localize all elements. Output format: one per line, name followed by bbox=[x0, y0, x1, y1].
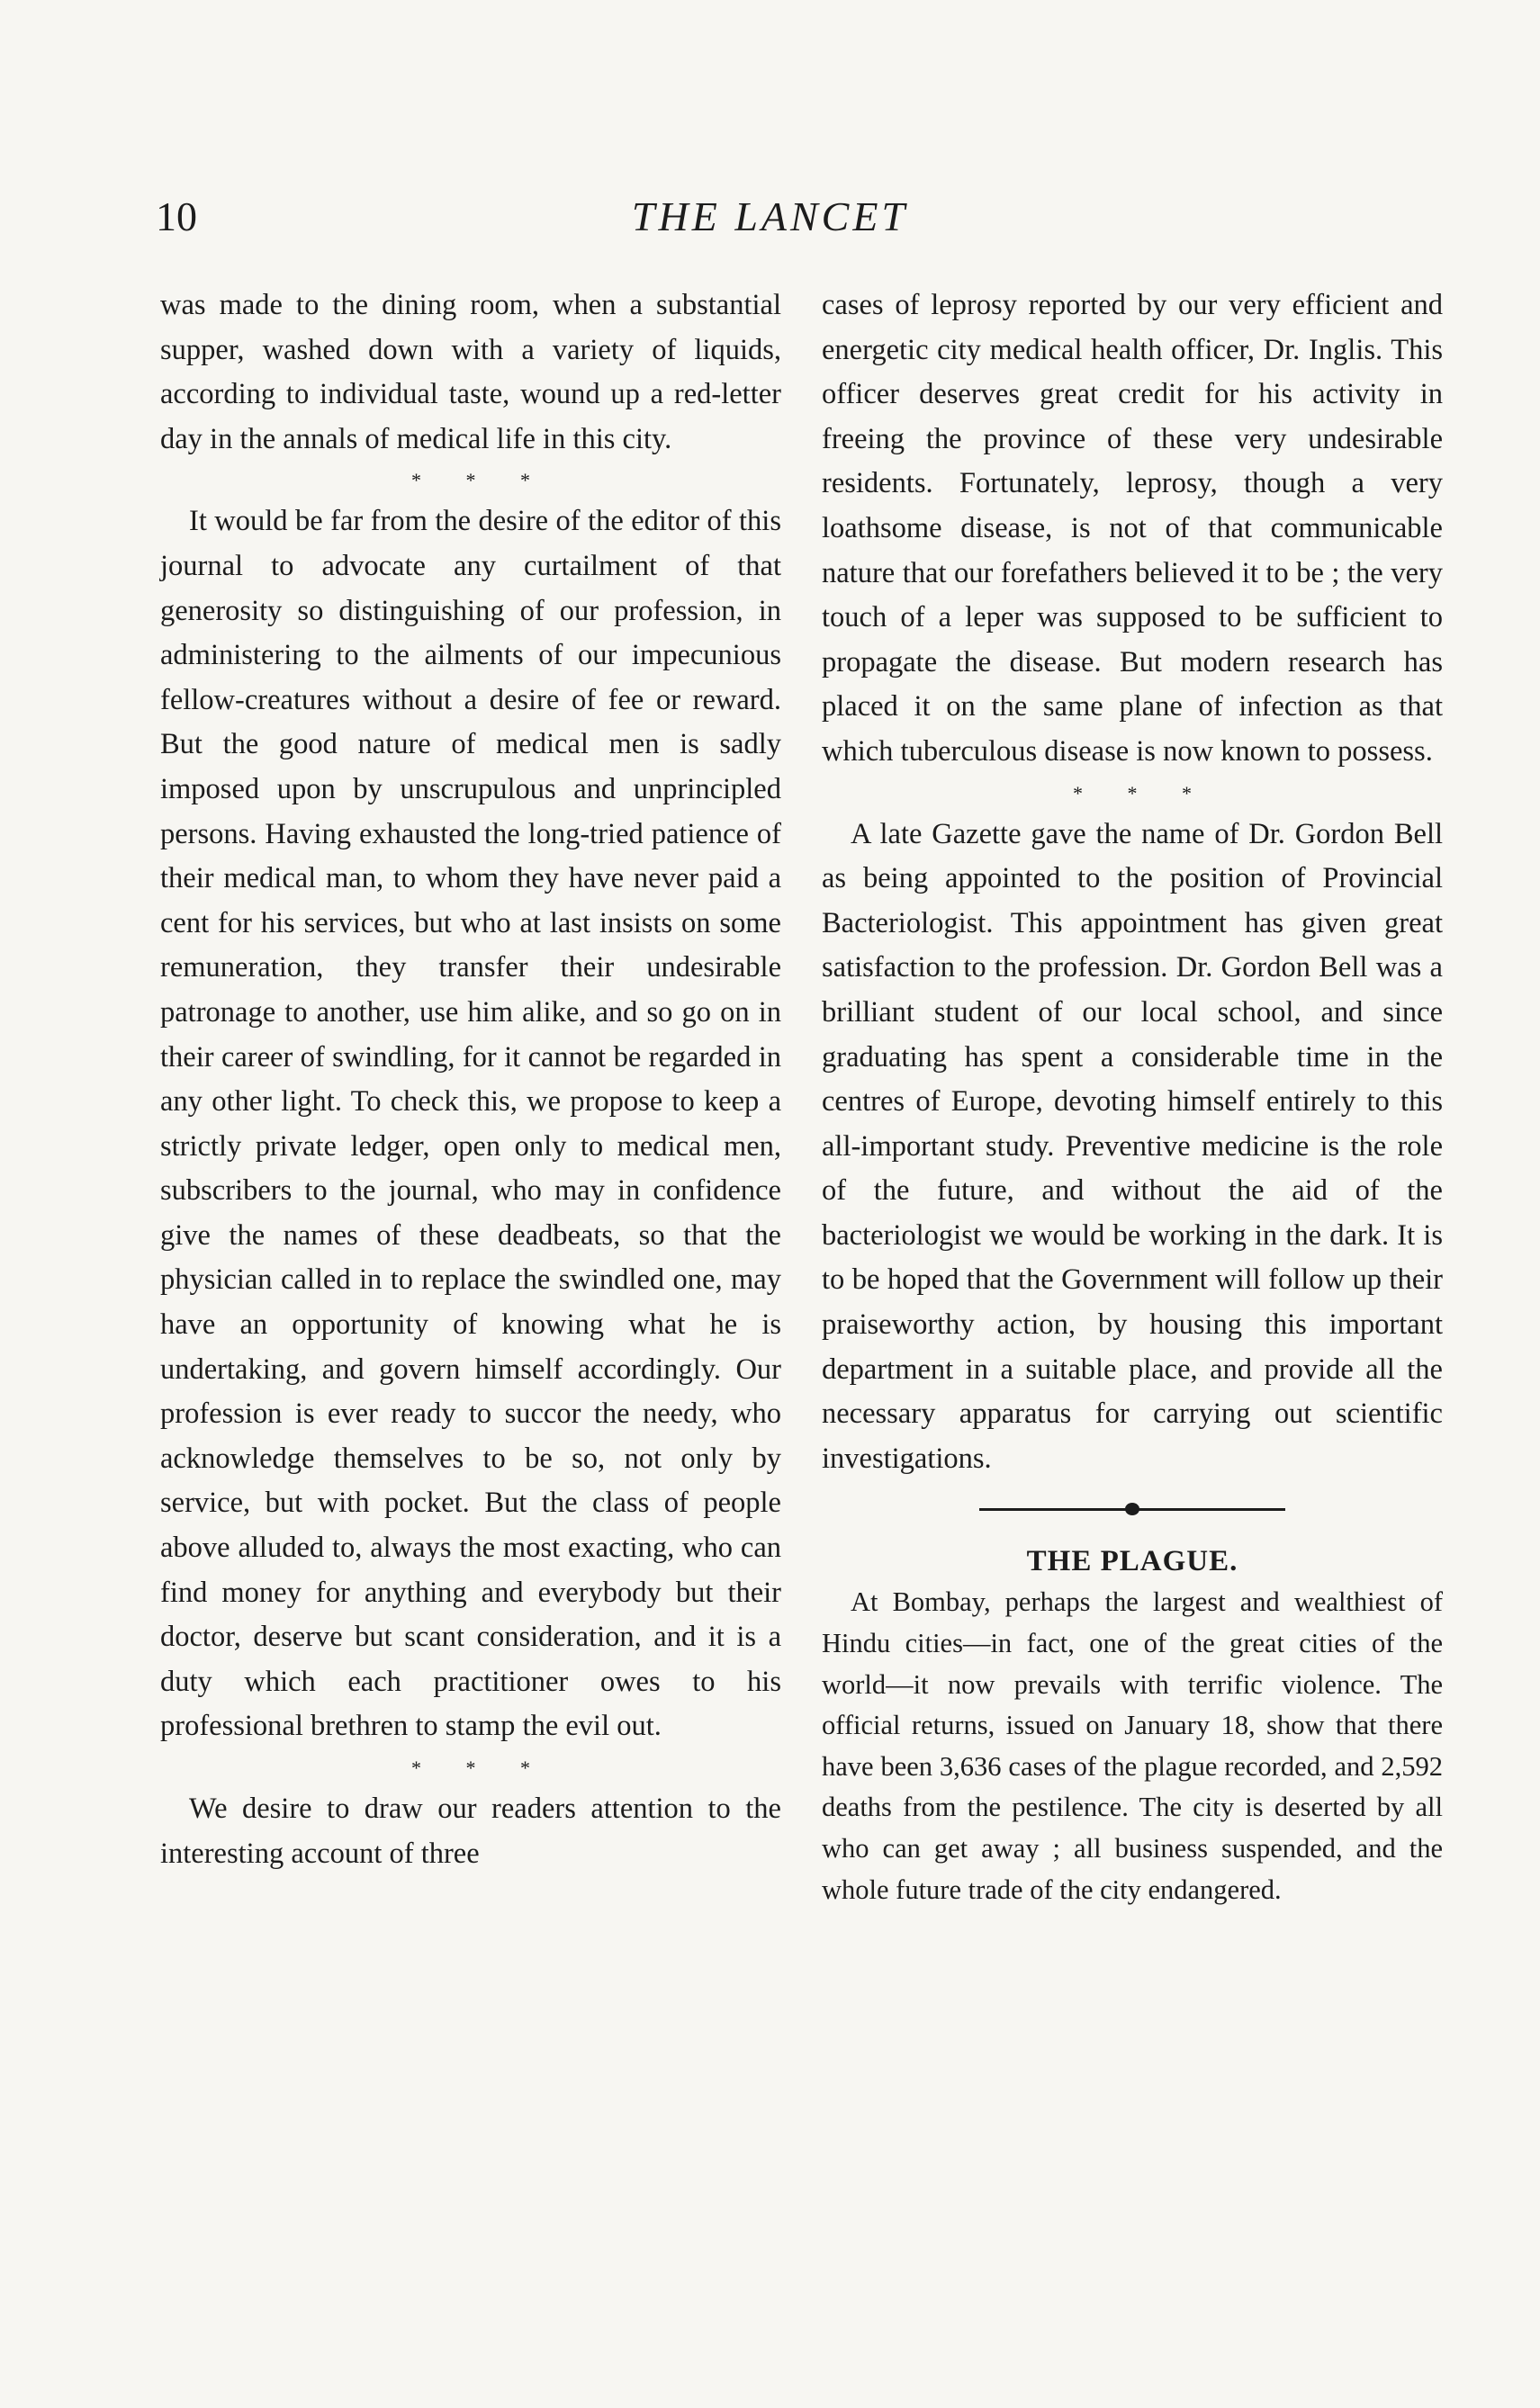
section-rule bbox=[822, 1481, 1443, 1541]
paragraph-dinner: was made to the dining room, when a substantial supper, washed down with a variety of liquids, according to individual taste, wound up a red-letter day in the annals of medical life in this city. bbox=[160, 289, 781, 455]
paragraph-deadbeats: It would be far from the desire of the editor of this journal to advocate any curtailment of that generosity so distinguishing of our profession, in administering to the ailments of our impecunious fellow-creatures without a desire of fee or reward. But the good nature of medical men is sadly imposed upon by unscrupulous and unprincipled persons. Having exhausted the long-tried patience of their medical man, to whom they have never paid a cent for his services, but who at last insists on some remuneration, they transfer their undesirable patronage to another, use him alike, and so go on in their career of swindling, for it cannot be regarded in any other light. To check this, we propose to keep a strictly private ledger, open only to medical men, subscribers to the journal, who may in confidence give the names of these deadbeats, so that the physician called in to replace the swindled one, may have an opportunity of knowing what he is undertaking, and govern himself accordingly. Our profession is ever ready to succor the needy, who acknowledge themselves to be so, not only by service, but with pocket. But the class of people above alluded to, always the most exacting, who can find money for anything and everybody but their doctor, deserve but scant consideration, and it is a duty which each practitioner owes to his professional brethren to stamp the evil out. bbox=[160, 505, 781, 1743]
paragraph-leprosy: cases of leprosy reported by our very efficient and energetic city medical health officer, Dr. Inglis. This officer deserves great credit for his activity in freeing the province of these very undesirable residents. Fortunately, leprosy, though a very loathsome disease, is not of that communicable nature that our forefathers believed it to be ; the very touch of a leper was supposed to be sufficient to propagate the disease. But modern research has placed it on the same plane of infection as that which tuberculous disease is now known to possess. bbox=[822, 289, 1443, 768]
section-heading-plague: THE PLAGUE. bbox=[1026, 1545, 1238, 1578]
section-separator: * * * bbox=[1073, 781, 1211, 804]
paragraph-plague: At Bombay, perhaps the largest and wealthiest of Hindu cities—in fact, one of the great cities of the world—it now prevails with terrific violence. The official returns, issued on January 18, show that there have been 3,636 cases of the plague recorded, and 2,592 deaths from the pestilence. The city is deserted by all who can get away ; all business suspended, and the whole future trade of the city endangered. bbox=[822, 1586, 1443, 1905]
section-separator: * * * bbox=[411, 1757, 550, 1779]
running-head-title: THE LANCET bbox=[631, 193, 909, 239]
right-column bbox=[822, 283, 1443, 1910]
page-number: 10 bbox=[156, 193, 197, 239]
paragraph-bacteriologist: A late Gazette gave the name of Dr. Gordon Bell as being appointed to the position of Provincial Bacteriologist. This appointment has given great satisfaction to the profession. Dr. Gordon Bell was a brilliant student of our local school, and since graduating has spent a considerable time in the centres of Europe, devoting himself entirely to this all-important study. Preventive medicine is the role of the future, and without the aid of the bacteriologist we would be working in the dark. It is to be hoped that the Government will follow up their praiseworthy action, by housing this important department in a suitable place, and provide all the necessary apparatus for carrying out scientific investigations. bbox=[822, 817, 1443, 1475]
left-column bbox=[160, 283, 781, 1876]
rule-ornament-icon bbox=[1125, 1503, 1139, 1515]
paragraph-leprosy-intro: We desire to draw our readers attention to the interesting account of three bbox=[160, 1793, 781, 1870]
section-separator: * * * bbox=[411, 469, 550, 492]
